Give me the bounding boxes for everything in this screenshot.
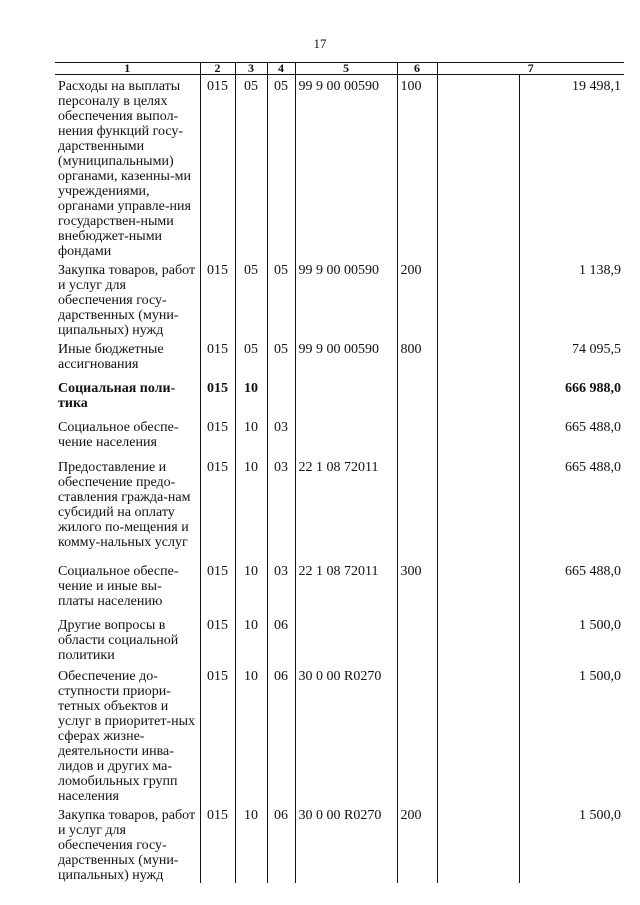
- row-name: Социальное обеспе-чение и иные вы-платы населению: [55, 560, 200, 614]
- header-col-7: 7: [437, 63, 624, 75]
- row-name: Закупка товаров, работ и услуг для обеспечения госу-дарственных (муни-ципальных) нужд: [55, 804, 200, 883]
- row-col-2: 015: [200, 416, 235, 456]
- row-col-7: [437, 416, 519, 456]
- row-amount: 1 500,0: [519, 614, 624, 665]
- row-col-7: [437, 614, 519, 665]
- page-number: 17: [313, 36, 327, 51]
- row-col-2: 015: [200, 456, 235, 560]
- row-col-4: 05: [267, 75, 295, 260]
- row-col-3: 10: [235, 560, 267, 614]
- table-row: [55, 338, 624, 377]
- row-col-5: [295, 377, 397, 416]
- table-row: [55, 614, 624, 665]
- row-col-7: [437, 259, 519, 338]
- row-col-4: 06: [267, 804, 295, 883]
- row-col-6: 200: [397, 259, 437, 338]
- table-row: [55, 665, 624, 804]
- row-amount: 665 488,0: [519, 456, 624, 560]
- header-col-4: 4: [267, 63, 295, 75]
- table-row: [55, 75, 624, 260]
- row-col-3: 10: [235, 665, 267, 804]
- row-col-5: 99 9 00 00590: [295, 259, 397, 338]
- header-col-1: 1: [55, 63, 200, 75]
- row-col-7: [437, 377, 519, 416]
- row-name: Закупка товаров, работ и услуг для обеспечения госу-дарственных (муни-ципальных) нужд: [55, 259, 200, 338]
- row-col-7: [437, 560, 519, 614]
- header-col-3: 3: [235, 63, 267, 75]
- row-amount: 665 488,0: [519, 416, 624, 456]
- row-col-4: 05: [267, 338, 295, 377]
- header-col-2: 2: [200, 63, 235, 75]
- row-col-6: 200: [397, 804, 437, 883]
- row-amount: 666 988,0: [519, 377, 624, 416]
- row-name: Расходы на выплаты персоналу в целях обеспечения выпол-нения функций госу-дарственными (муниципальными) органами, казенны-ми учреждениями, органами управле-ния государствен-ными внебюджет-ными фондами: [55, 75, 200, 260]
- row-col-3: 10: [235, 804, 267, 883]
- row-col-2: 015: [200, 560, 235, 614]
- row-col-4: 03: [267, 456, 295, 560]
- table-row: [55, 259, 624, 338]
- row-col-5: 30 0 00 R0270: [295, 804, 397, 883]
- row-col-5: 22 1 08 72011: [295, 560, 397, 614]
- table-row: [55, 804, 624, 883]
- row-name: Другие вопросы в области социальной политики: [55, 614, 200, 665]
- row-col-7: [437, 338, 519, 377]
- row-col-3: 05: [235, 75, 267, 260]
- row-col-2: 015: [200, 804, 235, 883]
- row-col-6: [397, 456, 437, 560]
- table-row: [55, 560, 624, 614]
- row-col-4: 05: [267, 259, 295, 338]
- row-amount: 74 095,5: [519, 338, 624, 377]
- row-col-2: 015: [200, 259, 235, 338]
- row-col-3: 05: [235, 338, 267, 377]
- row-amount: 1 500,0: [519, 665, 624, 804]
- row-col-4: 03: [267, 416, 295, 456]
- row-col-3: 10: [235, 416, 267, 456]
- row-amount: 1 500,0: [519, 804, 624, 883]
- header-col-6: 6: [397, 63, 437, 75]
- budget-table: [55, 62, 624, 883]
- row-col-4: 03: [267, 560, 295, 614]
- row-amount: 665 488,0: [519, 560, 624, 614]
- row-amount: 19 498,1: [519, 75, 624, 260]
- row-col-6: [397, 377, 437, 416]
- row-col-5: 99 9 00 00590: [295, 75, 397, 260]
- row-col-5: [295, 416, 397, 456]
- row-col-5: 22 1 08 72011: [295, 456, 397, 560]
- row-name: Предоставление и обеспечение предо-ставления гражда-нам субсидий на оплату жилого по-мещения и комму-нальных услуг: [55, 456, 200, 560]
- row-col-5: 99 9 00 00590: [295, 338, 397, 377]
- row-col-3: 10: [235, 456, 267, 560]
- row-col-4: 06: [267, 665, 295, 804]
- row-col-2: 015: [200, 75, 235, 260]
- row-col-6: [397, 665, 437, 804]
- row-col-6: 100: [397, 75, 437, 260]
- row-col-2: 015: [200, 338, 235, 377]
- row-col-5: 30 0 00 R0270: [295, 665, 397, 804]
- row-col-6: [397, 614, 437, 665]
- row-col-3: 05: [235, 259, 267, 338]
- row-col-4: [267, 377, 295, 416]
- row-col-3: 10: [235, 377, 267, 416]
- row-name: Социальное обеспе-чение населения: [55, 416, 200, 456]
- row-col-5: [295, 614, 397, 665]
- row-col-7: [437, 75, 519, 260]
- row-col-7: [437, 665, 519, 804]
- row-amount: 1 138,9: [519, 259, 624, 338]
- row-col-2: 015: [200, 614, 235, 665]
- row-col-6: 800: [397, 338, 437, 377]
- row-col-7: [437, 456, 519, 560]
- row-col-3: 10: [235, 614, 267, 665]
- row-col-6: 300: [397, 560, 437, 614]
- row-name: Обеспечение до-ступности приори-тетных объектов и услуг в приоритет-ных сферах жизне-деятельности инва-лидов и других ма-ломобильных групп населения: [55, 665, 200, 804]
- table-row: [55, 456, 624, 560]
- header-col-5: 5: [295, 63, 397, 75]
- row-name: Иные бюджетные ассигнования: [55, 338, 200, 377]
- row-col-4: 06: [267, 614, 295, 665]
- row-col-2: 015: [200, 665, 235, 804]
- table-header-row: [55, 63, 624, 75]
- table-row: [55, 377, 624, 416]
- row-name: Социальная поли-тика: [55, 377, 200, 416]
- table-row: [55, 416, 624, 456]
- row-col-7: [437, 804, 519, 883]
- row-col-6: [397, 416, 437, 456]
- row-col-2: 015: [200, 377, 235, 416]
